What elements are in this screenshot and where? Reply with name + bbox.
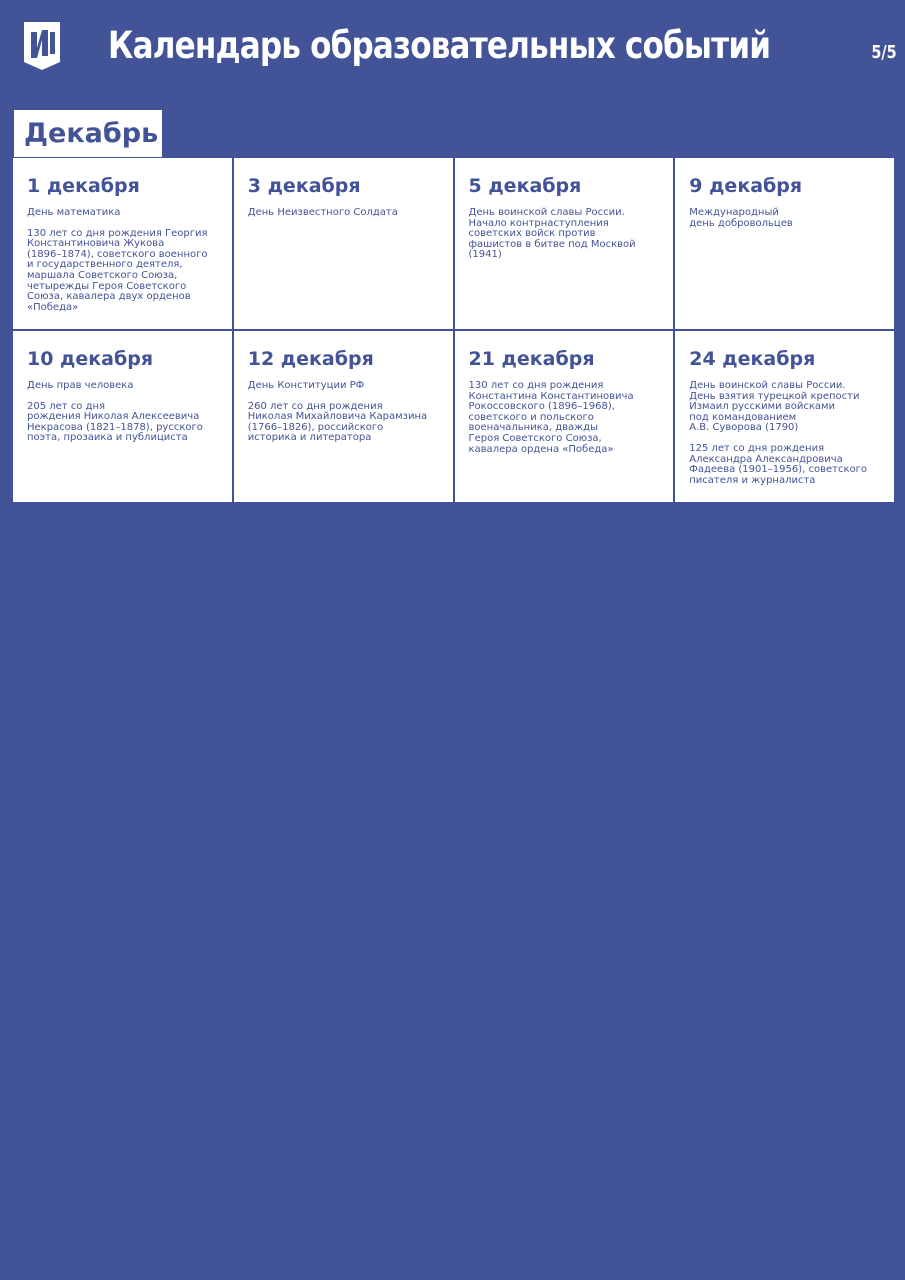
day-date: 1 декабря (27, 175, 140, 197)
day-date: 12 декабря (247, 348, 374, 370)
day-date: 24 декабря (689, 348, 816, 370)
event-text: 130 лет со дня рождения Георгия Константиновича Жукова (1896–1874), советского военного и государственного деятеля, маршала Советского Союза, четырежды Героя Советского Союза, кавалера двух орденов «Победа» (27, 227, 208, 313)
day-card (675, 331, 894, 502)
calendar-grid (12, 157, 895, 503)
event-text: 130 лет со дня рождения Константина Константиновича Рокоссовского (1896–1968), советского и польского военачальника, дважды Героя Советского Союза, кавалера ордена «Победа» (468, 380, 634, 455)
page-number: 5/5 (871, 42, 897, 63)
day-date: 21 декабря (468, 348, 595, 370)
event-text: День воинской славы России. День взятия турецкой крепости Измаил русскими войсками под командованием А.В. Суворова (1790) (689, 380, 860, 434)
day-date: 9 декабря (689, 175, 803, 197)
event-text: День математика (27, 207, 121, 218)
event-text: 125 лет со дня рождения Александра Александровича Фадеева (1901–1956), советского писателя и журналиста (689, 442, 867, 486)
day-card (234, 158, 453, 329)
day-date: 3 декабря (247, 175, 361, 197)
day-card (234, 331, 453, 502)
day-card (455, 331, 674, 502)
day-card (13, 158, 232, 329)
event-text: День прав человека (27, 380, 134, 391)
event-text: 260 лет со дня рождения Николая Михайловича Карамзина (1766–1826), российского историка и литератора (247, 400, 428, 444)
event-text: Международный день добровольцев (689, 207, 793, 229)
day-card (455, 158, 674, 329)
event-text: День Конституции РФ (247, 380, 365, 391)
event-text: День воинской славы России. Начало контрнаступления советских войск против фашистов в битве под Москвой (1941) (468, 207, 636, 261)
day-card (675, 158, 894, 329)
event-text: 205 лет со дня рождения Николая Алексеевича Некрасова (1821–1878), русского поэта, прозаика и публициста (27, 400, 203, 444)
page-title: Календарь образовательных событий (108, 24, 771, 67)
month-label: Декабрь (14, 110, 162, 158)
day-card (13, 331, 232, 502)
publisher-logo-icon (20, 20, 64, 72)
day-date: 10 декабря (27, 348, 154, 370)
event-text: День Неизвестного Солдата (247, 207, 398, 218)
day-date: 5 декабря (468, 175, 582, 197)
